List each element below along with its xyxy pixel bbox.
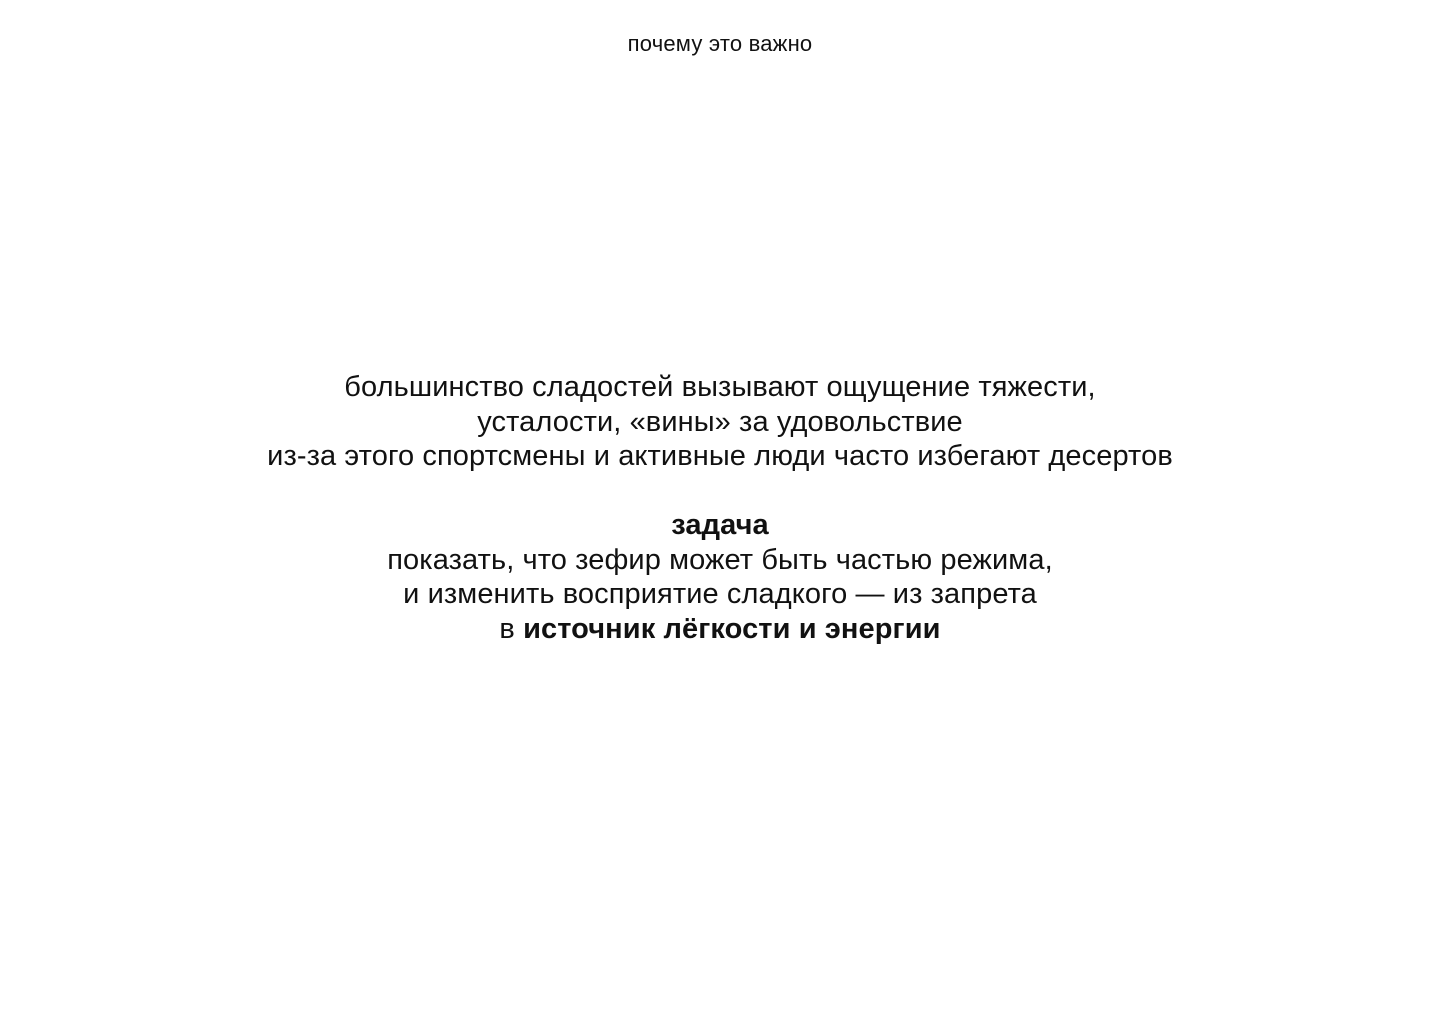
problem-line-3: из-за этого спортсмены и активные люди часто избегают десертов <box>267 440 1173 472</box>
problem-line-2: усталости, «вины» за удовольствие <box>477 405 963 438</box>
task-line-3-emphasis: источник лёгкости и энергии <box>523 612 941 645</box>
paragraph-spacer <box>0 474 1440 509</box>
main-text-block <box>0 370 1440 646</box>
task-line-1: показать, что зефир может быть частью режима, <box>387 543 1053 576</box>
problem-line-1: большинство сладостей вызывают ощущение тяжести, <box>344 371 1096 403</box>
page-header: почему это важно <box>627 31 813 56</box>
task-line-2: и изменить восприятие сладкого — из запрета <box>403 578 1037 610</box>
task-line-3 <box>0 612 1440 647</box>
task-heading: задача <box>671 509 769 541</box>
task-line-3-prefix: в <box>499 612 524 645</box>
